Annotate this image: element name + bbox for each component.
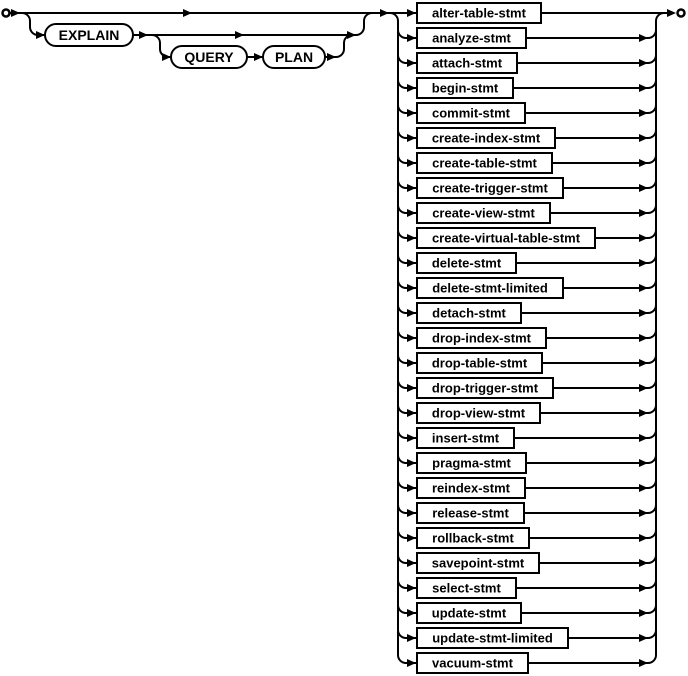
arrowhead-icon	[639, 434, 648, 442]
arrowhead-icon	[639, 409, 648, 417]
node-label: select-stmt	[432, 580, 501, 596]
node-label: vacuum-stmt	[432, 655, 513, 671]
arrowhead-icon	[235, 31, 244, 39]
node-reindex-stmt[interactable]	[417, 478, 525, 498]
node-create-view-stmt[interactable]	[417, 203, 550, 223]
query-plan-branch-line	[152, 35, 171, 57]
keyword-explain	[45, 24, 133, 46]
arrowhead-icon	[639, 109, 648, 117]
arrowhead-icon	[407, 584, 416, 592]
node-label: create-trigger-stmt	[432, 180, 548, 196]
node-rollback-stmt[interactable]	[417, 528, 529, 548]
explain-branch-line	[22, 13, 45, 35]
node-label: analyze-stmt	[432, 30, 511, 46]
node-label: detach-stmt	[432, 305, 506, 321]
arrowhead-icon	[407, 109, 416, 117]
arrowhead-icon	[407, 309, 416, 317]
arrowhead-icon	[407, 259, 416, 267]
arrowhead-icon	[639, 159, 648, 167]
node-label: drop-index-stmt	[432, 330, 531, 346]
node-label: delete-stmt	[431, 255, 502, 271]
arrowhead-icon	[407, 334, 416, 342]
row-exit-line	[539, 555, 656, 563]
query-plan-merge-line	[336, 35, 352, 57]
arrowhead-icon	[327, 53, 336, 61]
node-label: create-view-stmt	[432, 205, 535, 221]
row-exit-line	[526, 30, 656, 38]
row-exit-line	[526, 455, 656, 463]
node-create-table-stmt[interactable]	[417, 153, 552, 173]
arrowhead-icon	[639, 334, 648, 342]
row-exit-line	[513, 80, 656, 88]
node-select-stmt[interactable]	[417, 578, 516, 598]
keyword-plan	[263, 46, 325, 68]
arrowhead-icon	[407, 609, 416, 617]
arrowhead-icon	[36, 31, 45, 39]
arrowhead-icon	[254, 53, 263, 61]
node-label: rollback-stmt	[432, 530, 514, 546]
row-exit-line	[521, 605, 656, 613]
end-terminal-icon	[678, 10, 685, 17]
row-exit-line	[516, 255, 656, 263]
arrowhead-icon	[639, 509, 648, 517]
arrowhead-icon	[407, 59, 416, 67]
node-pragma-stmt[interactable]	[417, 453, 526, 473]
node-label: alter-table-stmt	[432, 5, 526, 21]
keyword-plan-label: PLAN	[274, 49, 314, 65]
node-alter-table-stmt[interactable]	[417, 3, 541, 23]
arrowhead-icon	[162, 53, 171, 61]
arrowhead-icon	[639, 559, 648, 567]
arrowhead-icon	[639, 359, 648, 367]
arrowhead-icon	[407, 34, 416, 42]
node-create-index-stmt[interactable]	[417, 128, 555, 148]
arrowhead-icon	[407, 509, 416, 517]
arrowhead-icon	[639, 284, 648, 292]
node-label: release-stmt	[432, 505, 509, 521]
node-label: begin-stmt	[431, 80, 499, 96]
start-terminal-icon	[3, 10, 10, 17]
node-savepoint-stmt[interactable]	[417, 553, 539, 573]
node-label: attach-stmt	[431, 55, 503, 71]
arrowhead-icon	[639, 634, 648, 642]
node-vacuum-stmt[interactable]	[417, 653, 528, 673]
arrowhead-icon	[639, 609, 648, 617]
arrowhead-icon	[639, 309, 648, 317]
row-exit-line	[540, 405, 656, 413]
arrowhead-icon	[407, 84, 416, 92]
node-label: create-table-stmt	[432, 155, 537, 171]
node-label: delete-stmt-limited	[432, 280, 548, 296]
arrowhead-icon	[407, 134, 416, 142]
row-exit-line	[514, 430, 656, 438]
row-exit-line	[529, 530, 656, 538]
arrowhead-icon	[407, 434, 416, 442]
keyword-query	[171, 46, 247, 68]
arrowhead-icon	[639, 34, 648, 42]
node-drop-view-stmt[interactable]	[417, 403, 540, 423]
node-delete-stmt[interactable]	[417, 253, 516, 273]
arrowhead-icon	[407, 284, 416, 292]
arrowhead-icon	[639, 534, 648, 542]
alternatives-right-rail	[656, 13, 664, 655]
arrowhead-icon	[407, 159, 416, 167]
node-begin-stmt[interactable]	[417, 78, 513, 98]
node-label: insert-stmt	[431, 430, 500, 446]
node-drop-index-stmt[interactable]	[417, 328, 546, 348]
node-attach-stmt[interactable]	[417, 53, 517, 73]
arrowhead-icon	[407, 9, 416, 17]
node-insert-stmt[interactable]	[417, 428, 514, 448]
arrowhead-icon	[183, 9, 192, 17]
arrowhead-icon	[639, 584, 648, 592]
row-exit-line	[528, 655, 656, 663]
node-drop-trigger-stmt[interactable]	[417, 378, 553, 398]
row-exit-line	[516, 580, 656, 588]
arrowhead-icon	[407, 184, 416, 192]
keyword-query-label: QUERY	[184, 49, 234, 65]
node-release-stmt[interactable]	[417, 503, 524, 523]
explain-merge-line	[356, 13, 372, 35]
node-label: create-virtual-table-stmt	[431, 230, 581, 246]
node-label: drop-trigger-stmt	[431, 380, 539, 396]
node-update-stmt[interactable]	[417, 603, 521, 623]
alternatives-left-rail	[390, 13, 398, 655]
arrowhead-icon	[639, 459, 648, 467]
keyword-explain-label: EXPLAIN	[58, 27, 120, 43]
row-exit-line	[542, 355, 656, 363]
node-label: create-index-stmt	[431, 130, 541, 146]
node-delete-stmt-limited[interactable]	[417, 278, 563, 298]
node-update-stmt-limited[interactable]	[417, 628, 568, 648]
arrowhead-icon	[139, 31, 148, 39]
arrowhead-icon	[11, 9, 20, 17]
arrowhead-icon	[407, 559, 416, 567]
row-exit-line	[521, 305, 656, 313]
row-exit-line	[595, 230, 656, 238]
node-label: update-stmt-limited	[432, 630, 553, 646]
node-label: pragma-stmt	[432, 455, 511, 471]
row-exit-line	[525, 105, 656, 113]
arrowhead-icon	[667, 9, 676, 17]
node-drop-table-stmt[interactable]	[417, 353, 542, 373]
row-exit-line	[524, 505, 656, 513]
node-create-virtual-table-stmt[interactable]	[417, 228, 595, 248]
arrowhead-icon	[407, 534, 416, 542]
node-label: savepoint-stmt	[431, 555, 525, 571]
node-label: drop-view-stmt	[431, 405, 526, 421]
arrowhead-icon	[407, 209, 416, 217]
node-create-trigger-stmt[interactable]	[417, 178, 563, 198]
arrowhead-icon	[639, 209, 648, 217]
arrowhead-icon	[639, 184, 648, 192]
row-exit-line	[517, 55, 656, 63]
node-label: update-stmt	[431, 605, 507, 621]
arrowhead-icon	[639, 484, 648, 492]
arrowhead-icon	[639, 384, 648, 392]
arrowhead-icon	[407, 359, 416, 367]
node-label: reindex-stmt	[431, 480, 511, 496]
arrowhead-icon	[407, 459, 416, 467]
arrowhead-icon	[639, 259, 648, 267]
row-exit-line	[525, 480, 656, 488]
node-label: commit-stmt	[431, 105, 511, 121]
arrowhead-icon	[639, 234, 648, 242]
node-commit-stmt[interactable]	[417, 103, 525, 123]
arrowhead-icon	[407, 659, 416, 667]
arrowhead-icon	[407, 484, 416, 492]
node-label: drop-table-stmt	[431, 355, 528, 371]
arrowhead-icon	[639, 134, 648, 142]
arrowhead-icon	[639, 659, 648, 667]
arrowhead-icon	[639, 84, 648, 92]
node-detach-stmt[interactable]	[417, 303, 521, 323]
arrowhead-icon	[380, 9, 389, 17]
arrowhead-icon	[407, 634, 416, 642]
arrowhead-icon	[639, 59, 648, 67]
arrowhead-icon	[407, 409, 416, 417]
arrowhead-icon	[407, 234, 416, 242]
node-analyze-stmt[interactable]	[417, 28, 526, 48]
arrowhead-icon	[407, 384, 416, 392]
